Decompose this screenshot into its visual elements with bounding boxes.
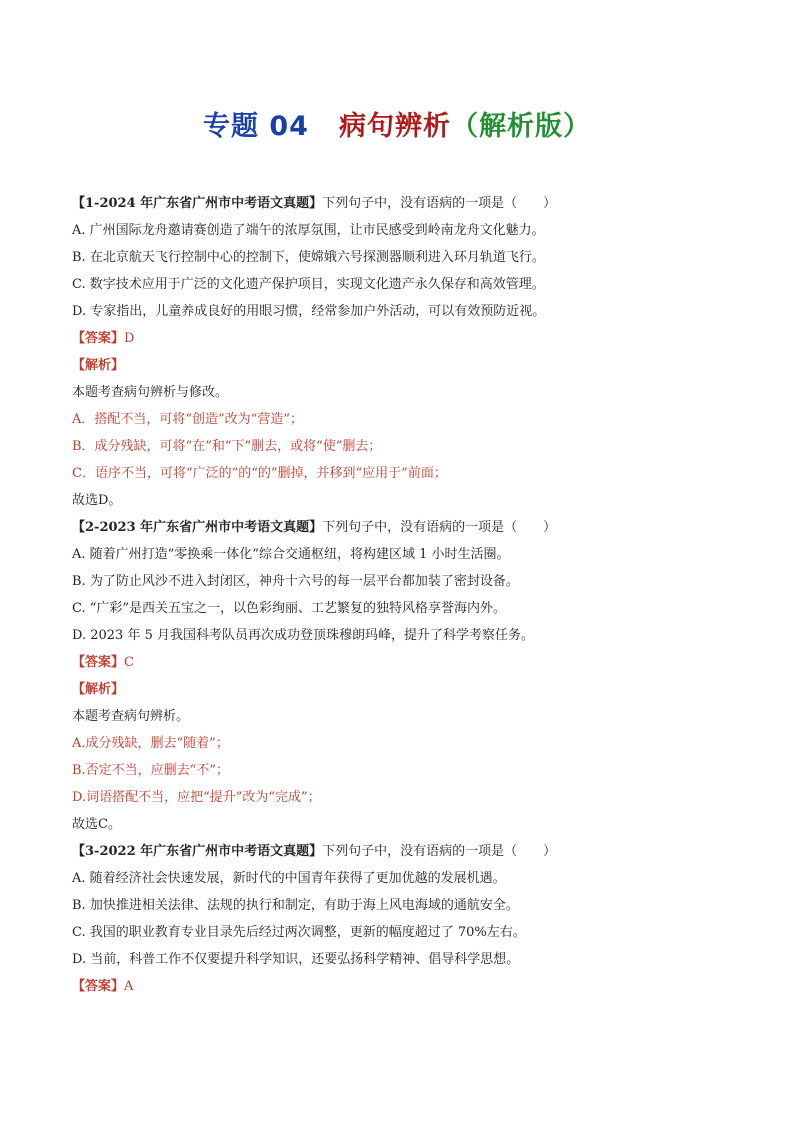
answer-value: C — [124, 655, 134, 670]
answer-label: 【答案】 — [72, 331, 125, 346]
option-d: D. 专家指出，儿童养成良好的用眼习惯，经常参加户外活动，可以有效预防近视。 — [72, 304, 546, 319]
question-2-header — [72, 518, 732, 545]
explanation-label: 【解析】 — [72, 682, 125, 697]
option-c: C. “广彩”是西关五宝之一，以色彩绚丽、工艺繁复的独特风格享誉海内外。 — [72, 601, 507, 616]
explanation-note-d: D.词语搭配不当，应把“提升”改为“完成”； — [72, 790, 321, 805]
explanation-note-a: A.成分残缺，删去“随着”； — [72, 736, 229, 751]
explanation-intro: 本题考查病句辨析。 — [72, 709, 190, 724]
question-stem: 下列句子中，没有语病的一项是（ ） — [322, 844, 557, 859]
question-source-tag: 【3-2022 年广东省广州市中考语文真题】 — [72, 844, 323, 859]
question-stem: 下列句子中，没有语病的一项是（ ） — [322, 520, 557, 535]
explanation-note-b: B.否定不当，应删去“不”； — [72, 763, 229, 778]
title-edition: （解析版） — [450, 111, 591, 142]
option-b: B. 在北京航天飞行控制中心的控制下，使嫦娥六号探测器顺利进入环月轨道飞行。 — [72, 250, 545, 265]
explanation-note-c: C．语序不当，可将“广泛的”的“的”删掉，并移到“应用于”前面； — [72, 466, 447, 481]
explanation-intro: 本题考查病句辨析与修改。 — [72, 385, 229, 400]
explanation-note-a: A．搭配不当，可将“创造”改为“营造”； — [72, 412, 303, 427]
explanation-conclusion: 故选C。 — [72, 817, 121, 832]
title-topic-name: 病句辨析 — [338, 111, 451, 142]
option-c: C. 数字技术应用于广泛的文化遗产保护项目，实现文化遗产永久保存和高效管理。 — [72, 277, 545, 292]
question-stem: 下列句子中，没有语病的一项是（ ） — [322, 196, 557, 211]
option-a: A. 随着广州打造“零换乘一体化”综合交通枢纽，将构建区域 1 小时生活圈。 — [72, 547, 510, 562]
question-1-header — [72, 194, 732, 221]
question-source-tag: 【1-2024 年广东省广州市中考语文真题】 — [72, 196, 323, 211]
answer-line — [72, 977, 732, 1004]
explanation-conclusion: 故选D。 — [72, 493, 122, 508]
answer-value: A — [124, 979, 134, 994]
option-b: B. 为了防止风沙不进入封闭区，神舟十六号的每一层平台都加装了密封设备。 — [72, 574, 519, 589]
explanation-label: 【解析】 — [72, 358, 125, 373]
option-c: C. 我国的职业教育专业目录先后经过两次调整，更新的幅度超过了 70%左右。 — [72, 925, 526, 940]
question-source-tag: 【2-2023 年广东省广州市中考语文真题】 — [72, 520, 323, 535]
answer-label: 【答案】 — [72, 979, 125, 994]
explanation-note-b: B．成分残缺，可将“在”和“下”删去，或将“使”删去； — [72, 439, 382, 454]
option-d: D. 当前，科普工作不仅要提升科学知识，还要弘扬科学精神、倡导科学思想。 — [72, 952, 520, 967]
answer-label: 【答案】 — [72, 655, 125, 670]
title-topic-number: 专题 04 — [203, 111, 309, 142]
question-3-header — [72, 842, 732, 869]
option-a: A. 随着经济社会快速发展，新时代的中国青年获得了更加优越的发展机遇。 — [72, 871, 506, 886]
answer-line — [72, 329, 732, 356]
option-b: B. 加快推进相关法律、法规的执行和制定，有助于海上风电海域的通航安全。 — [72, 898, 519, 913]
answer-line — [72, 653, 732, 680]
option-d: D. 2023 年 5 月我国科考队员再次成功登顶珠穆朗玛峰，提升了科学考察任务。 — [72, 628, 534, 643]
answer-value: D — [124, 331, 135, 346]
option-a: A. 广州国际龙舟邀请赛创造了端午的浓厚氛围，让市民感受到岭南龙舟文化魅力。 — [72, 223, 545, 238]
page-title — [0, 104, 794, 143]
question-list — [72, 194, 732, 1004]
